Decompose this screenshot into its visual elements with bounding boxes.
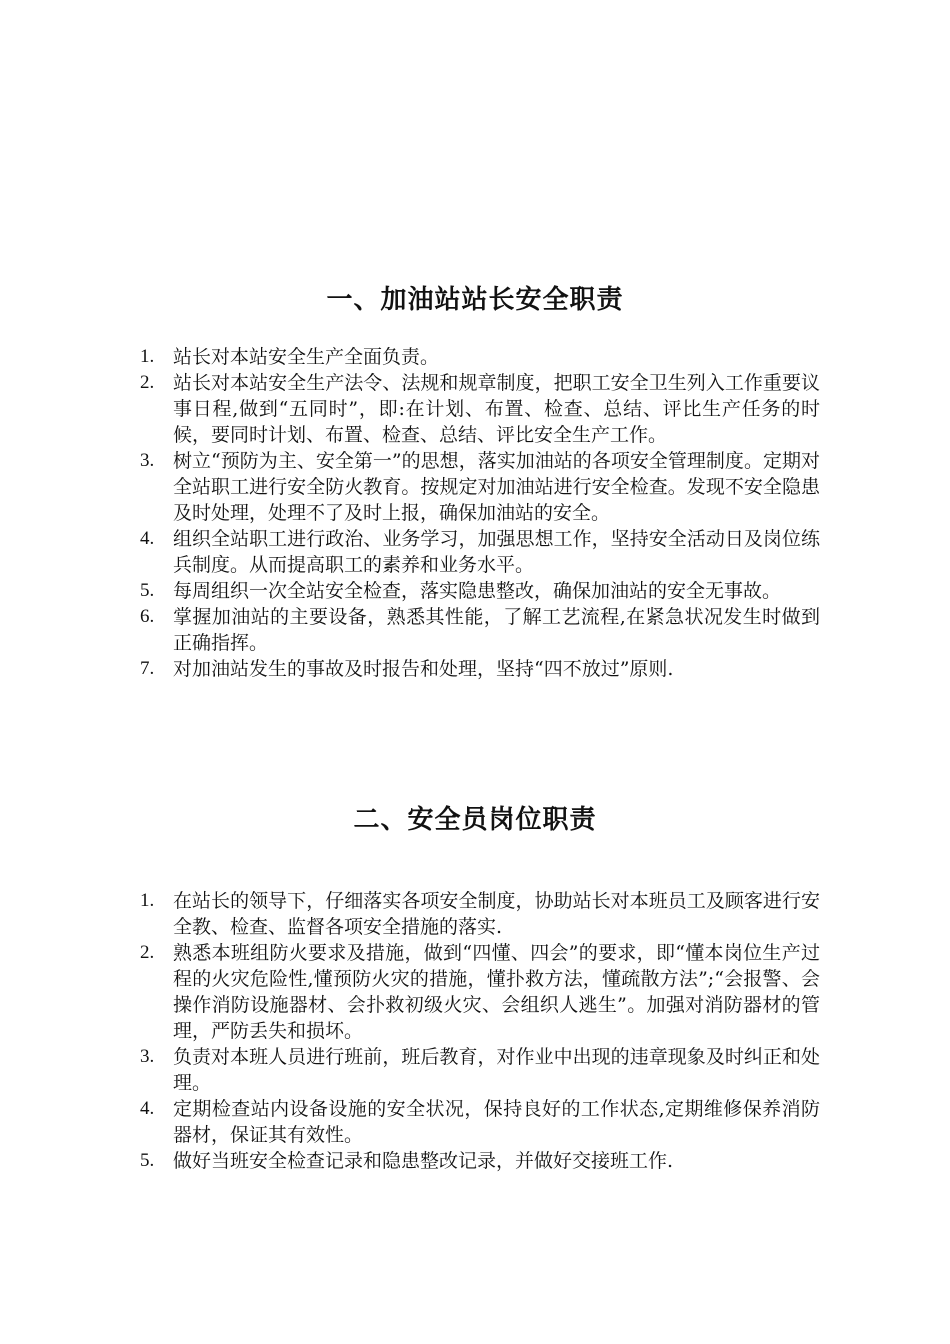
item-number: 3. xyxy=(140,450,155,471)
item-number: 1. xyxy=(140,890,155,911)
list-item xyxy=(140,448,820,526)
item-number: 1. xyxy=(140,346,155,367)
item-number: 5. xyxy=(140,1150,155,1171)
item-text: 树立“预防为主、安全第一”的思想，落实加油站的各项安全管理制度。定期对全站职工进行安全防火教育。按规定对加油站进行安全检查。发现不安全隐患及时处理，处理不了及时上报，确保加油站的安全。 xyxy=(173,450,820,524)
item-text: 做好当班安全检查记录和隐患整改记录，并做好交接班工作. xyxy=(173,1150,674,1172)
item-text: 站长对本站安全生产法令、法规和规章制度，把职工安全卫生列入工作重要议事日程,做到“五同时”，即:在计划、布置、检查、总结、评比生产任务的时候，要同时计划、布置、检查、总结、评比安全生产工作。 xyxy=(173,372,820,446)
item-text: 掌握加油站的主要设备，熟悉其性能，了解工艺流程,在紧急状况发生时做到正确指挥。 xyxy=(173,606,820,654)
list-item xyxy=(140,940,820,1044)
list-item xyxy=(140,888,820,940)
item-number: 7. xyxy=(140,658,155,679)
duties-list xyxy=(140,344,820,682)
list-item xyxy=(140,604,820,656)
list-item xyxy=(140,344,820,370)
item-text: 定期检查站内设备设施的安全状况，保持良好的工作状态,定期维修保养消防器材，保证其有效性。 xyxy=(173,1098,820,1146)
duties-list xyxy=(140,888,820,1174)
item-text: 负责对本班人员进行班前，班后教育，对作业中出现的违章现象及时纠正和处理。 xyxy=(173,1046,820,1094)
item-number: 3. xyxy=(140,1046,155,1067)
item-text: 在站长的领导下，仔细落实各项安全制度，协助站长对本班员工及顾客进行安全教、检查、监督各项安全措施的落实. xyxy=(173,890,820,938)
item-number: 5. xyxy=(140,580,155,601)
section-heading: 一、加油站站长安全职责 xyxy=(326,285,624,315)
list-item xyxy=(140,526,820,578)
item-text: 每周组织一次全站安全检查，落实隐患整改，确保加油站的安全无事故。 xyxy=(173,580,782,602)
item-text: 站长对本站安全生产全面负责。 xyxy=(173,346,440,368)
item-number: 4. xyxy=(140,528,155,549)
item-text: 对加油站发生的事故及时报告和处理，坚持“四不放过”原则. xyxy=(173,658,674,680)
item-number: 2. xyxy=(140,942,155,963)
item-text: 组织全站职工进行政治、业务学习，加强思想工作，坚持安全活动日及岗位练兵制度。从而提高职工的素养和业务水平。 xyxy=(173,528,820,576)
section-heading: 二、安全员岗位职责 xyxy=(353,805,597,835)
list-item xyxy=(140,1044,820,1096)
item-text: 熟悉本班组防火要求及措施，做到“四懂、四会”的要求，即“懂本岗位生产过程的火灾危险性,懂预防火灾的措施，懂扑救方法，懂疏散方法”;“会报警、会操作消防设施器材、会扑救初级火灾、会组织人逃生”。加强对消防器材的管理，严防丢失和损坏。 xyxy=(173,942,820,1042)
list-item xyxy=(140,578,820,604)
item-number: 2. xyxy=(140,372,155,393)
list-item xyxy=(140,656,820,682)
list-item xyxy=(140,1096,820,1148)
section-safety-officer-duties xyxy=(0,800,950,1172)
item-number: 4. xyxy=(140,1098,155,1119)
list-item xyxy=(140,370,820,448)
item-number: 6. xyxy=(140,606,155,627)
list-item xyxy=(140,1148,820,1174)
section-station-manager-duties xyxy=(0,280,950,680)
